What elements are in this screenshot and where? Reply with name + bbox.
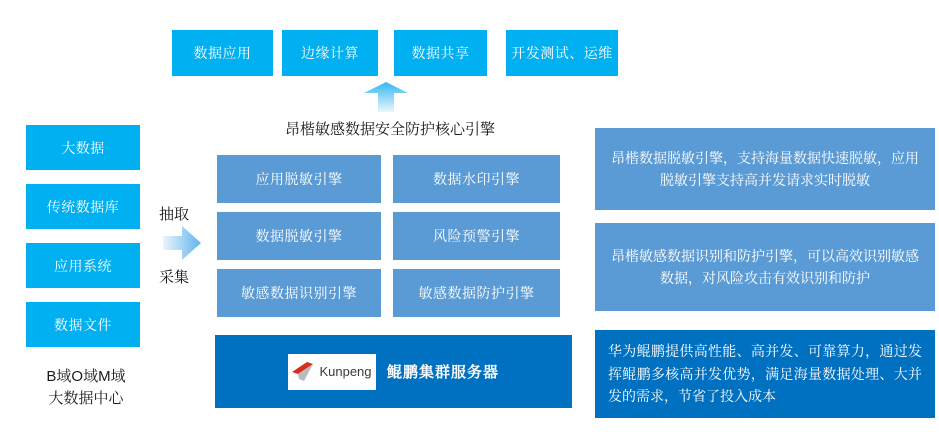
source-box-traditional-db: 传统数据库 xyxy=(26,184,140,229)
source-box-big-data: 大数据 xyxy=(26,125,140,170)
core-engine-title: 昂楷敏感数据安全防护核心引擎 xyxy=(284,121,495,138)
data-center-caption xyxy=(24,366,148,410)
engine-box-data-watermark: 数据水印引擎 xyxy=(393,155,560,203)
note-identify-protect-engine: 昂楷敏感数据识别和防护引擎，可以高效识别敏感数据，对风险攻击有效识别和防护 xyxy=(595,223,935,311)
engine-box-sensitive-data-identify: 敏感数据识别引擎 xyxy=(217,269,381,317)
source-box-data-file: 数据文件 xyxy=(26,302,140,347)
note-masking-engine: 昂楷数据脱敏引擎，支持海量数据快速脱敏，应用脱敏引擎支持高并发请求实时脱敏 xyxy=(595,128,935,210)
data-center-caption-line2: 大数据中心 xyxy=(48,389,124,407)
source-box-application-system: 应用系统 xyxy=(26,243,140,288)
up-arrow-icon xyxy=(364,82,408,112)
app-box-edge-computing: 边缘计算 xyxy=(282,30,378,76)
kunpeng-bird-icon xyxy=(292,362,314,381)
right-arrow-icon xyxy=(163,226,201,260)
app-box-dev-test-ops: 开发测试、运维 xyxy=(506,30,618,76)
extract-label: 抽取 xyxy=(159,206,190,223)
kunpeng-server-label: 鲲鹏集群服务器 xyxy=(386,364,499,381)
note-kunpeng-compute: 华为鲲鹏提供高性能、高并发、可靠算力，通过发挥鲲鹏多核高并发优势，满足海量数据处理、大并发的需求，节省了投入成本 xyxy=(595,330,935,418)
engine-box-risk-warning: 风险预警引擎 xyxy=(393,212,560,260)
app-box-data-sharing: 数据共享 xyxy=(394,30,487,76)
kunpeng-logo xyxy=(288,354,376,390)
data-center-caption-line1: B域O域M域 xyxy=(46,368,126,385)
kunpeng-server-bar xyxy=(215,335,572,408)
app-box-data-application: 数据应用 xyxy=(172,30,273,76)
engine-box-data-masking: 数据脱敏引擎 xyxy=(217,212,381,260)
engine-box-app-masking: 应用脱敏引擎 xyxy=(217,155,381,203)
kunpeng-logo-text: Kunpeng xyxy=(319,364,372,379)
engine-box-sensitive-data-protect: 敏感数据防护引擎 xyxy=(393,269,560,317)
collect-label: 采集 xyxy=(159,269,190,286)
